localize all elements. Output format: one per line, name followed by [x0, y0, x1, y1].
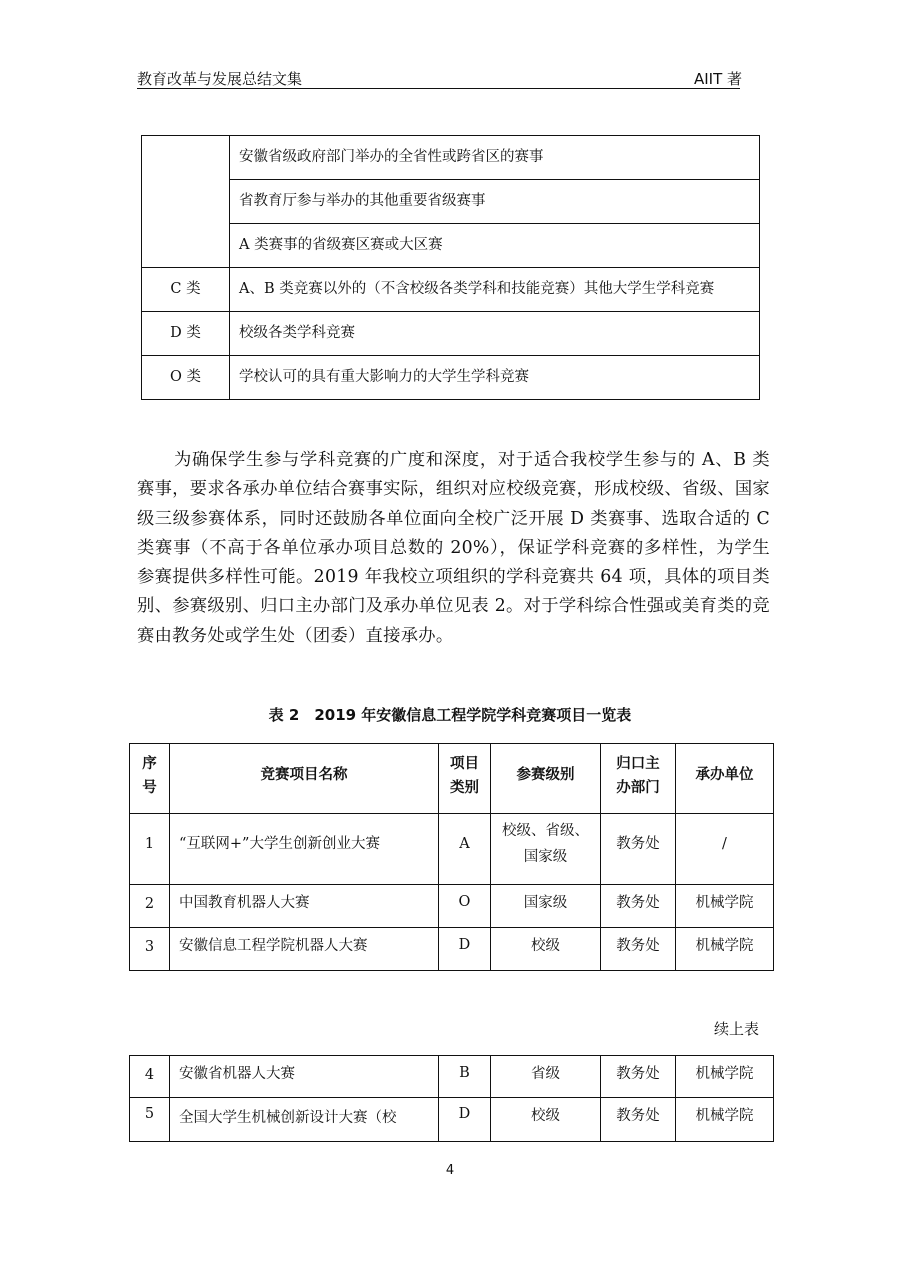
cell-type: D: [439, 1098, 491, 1142]
table-row: [142, 224, 760, 268]
cell-unit: 机械学院: [676, 1098, 774, 1142]
header-rule: [137, 88, 740, 89]
category-cell: O 类: [142, 356, 230, 400]
cell-no: 1: [130, 814, 170, 885]
description-cell: 安徽省级政府部门举办的全省性或跨省区的赛事: [230, 136, 760, 180]
table-row: [142, 356, 760, 400]
cell-dept: 教务处: [601, 814, 676, 885]
cell-no: 4: [130, 1056, 170, 1098]
cell-name: 全国大学生机械创新设计大赛（校: [170, 1098, 439, 1142]
cell-level: 省级: [491, 1056, 601, 1098]
cell-name: 安徽信息工程学院机器人大赛: [170, 928, 439, 971]
cell-type: A: [439, 814, 491, 885]
cell-type: O: [439, 885, 491, 928]
table-row: [130, 814, 774, 885]
header-level: 参赛级别: [491, 744, 601, 814]
cell-level: 校级: [491, 1098, 601, 1142]
table-caption: 表 2 2019 年安徽信息工程学院学科竞赛项目一览表: [268, 706, 632, 724]
header-dept: 归口主 办部门: [601, 744, 676, 814]
description-cell: A 类赛事的省级赛区赛或大区赛: [230, 224, 760, 268]
header-no: 序 号: [130, 744, 170, 814]
cell-unit: /: [676, 814, 774, 885]
description-cell: 学校认可的具有重大影响力的大学生学科竞赛: [230, 356, 760, 400]
table-row: [142, 136, 760, 180]
category-cell: D 类: [142, 312, 230, 356]
continued-label: 续上表: [714, 1020, 760, 1038]
table-row: [142, 312, 760, 356]
page-number: 4: [445, 1163, 455, 1178]
description-cell: 省教育厅参与举办的其他重要省级赛事: [230, 180, 760, 224]
header-type: 项目 类别: [439, 744, 491, 814]
table-row: [142, 180, 760, 224]
header-unit: 承办单位: [676, 744, 774, 814]
cell-no: 3: [130, 928, 170, 971]
cell-unit: 机械学院: [676, 885, 774, 928]
running-header-author: AIIT 著: [694, 70, 743, 88]
table-row: [130, 1098, 774, 1142]
cell-unit: 机械学院: [676, 928, 774, 971]
competition-category-table: [141, 135, 760, 400]
cell-type: B: [439, 1056, 491, 1098]
table-row: [130, 928, 774, 971]
category-cell: [142, 136, 230, 268]
table-header-row: [130, 744, 774, 814]
cell-level: 校级、省级、 国家级: [491, 814, 601, 885]
cell-dept: 教务处: [601, 1098, 676, 1142]
cell-name: 安徽省机器人大赛: [170, 1056, 439, 1098]
cell-name: “互联网+”大学生创新创业大赛: [170, 814, 439, 885]
table-row: [130, 885, 774, 928]
cell-unit: 机械学院: [676, 1056, 774, 1098]
table-row: [142, 268, 760, 312]
table-row: [130, 1056, 774, 1098]
cell-name: 中国教育机器人大赛: [170, 885, 439, 928]
body-paragraph: 为确保学生参与学科竞赛的广度和深度，对于适合我校学生参与的 A、B 类赛事，要求各承办单位结合赛事实际，组织对应校级竞赛，形成校级、省级、国家级三级参赛体系，同时还鼓励各单位面向全校广泛开展 D 类赛事、选取合适的 C 类赛事（不高于各单位承办项目总数的 20%），保证学科竞赛的多样性，为学生参赛提供多样性可能。2019 年我校立项组织的学科竞赛共 64 项，具体的项目类别、参赛级别、归口主办部门及承办单位见表 2。对于学科综合性强或美育类的竞赛由教务处或学生处（团委）直接承办。: [137, 450, 770, 646]
running-header-title: 教育改革与发展总结文集: [137, 70, 303, 88]
competition-list-table-continued: [129, 1055, 774, 1142]
cell-dept: 教务处: [601, 885, 676, 928]
cell-no: 5: [130, 1098, 170, 1142]
cell-level: 校级: [491, 928, 601, 971]
cell-dept: 教务处: [601, 928, 676, 971]
category-cell: C 类: [142, 268, 230, 312]
cell-dept: 教务处: [601, 1056, 676, 1098]
description-cell: 校级各类学科竞赛: [230, 312, 760, 356]
cell-no: 2: [130, 885, 170, 928]
cell-level: 国家级: [491, 885, 601, 928]
description-cell: A、B 类竞赛以外的（不含校级各类学科和技能竞赛）其他大学生学科竞赛: [230, 268, 760, 312]
competition-list-table: [129, 743, 774, 971]
header-name: 竞赛项目名称: [170, 744, 439, 814]
cell-type: D: [439, 928, 491, 971]
